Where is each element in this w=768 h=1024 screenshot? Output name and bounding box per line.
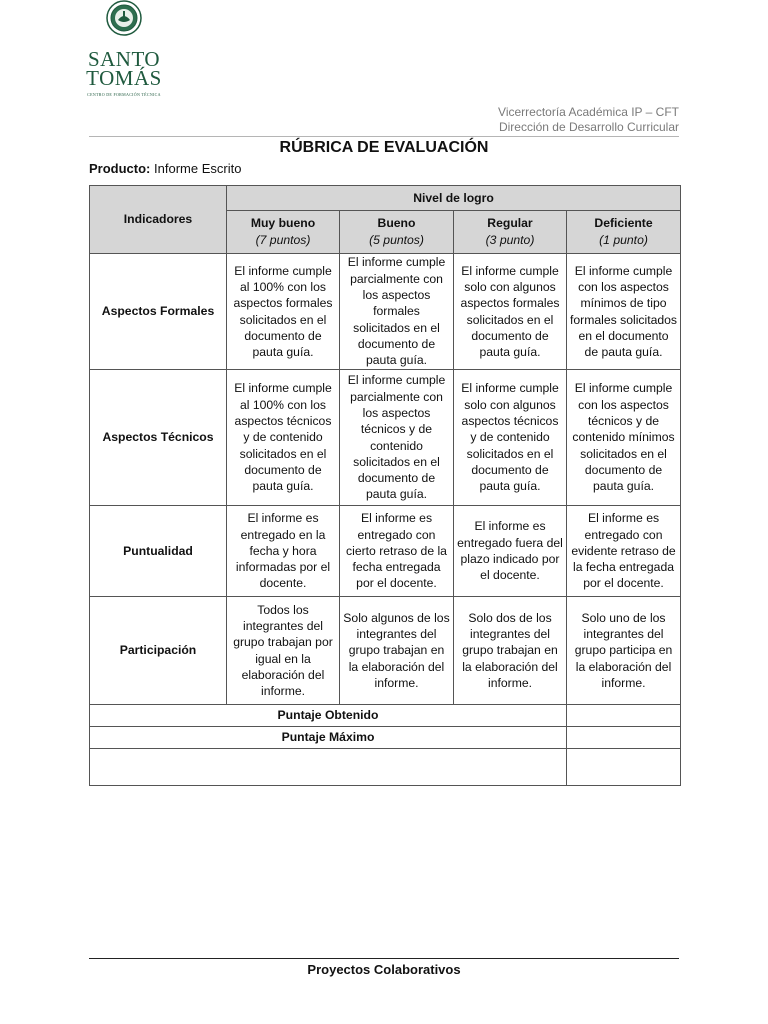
blank-cell (90, 749, 567, 786)
header-divider (89, 136, 679, 137)
row-indicator: Aspectos Formales (90, 254, 227, 370)
column-name: Deficiente (594, 216, 653, 230)
score-obtained-row (90, 705, 681, 727)
table-row (90, 254, 681, 370)
column-header (567, 211, 681, 254)
table-cell: Solo dos de los integrantes del grupo trabajan en la elaboración del informe. (454, 597, 567, 705)
table-cell: El informe es entregado con cierto retraso de la fecha entregada por el docente. (340, 506, 454, 597)
table-cell: El informe cumple parcialmente con los aspectos técnicos y de contenido solicitados en el documento de pauta guía. (340, 370, 454, 506)
rubric-table (89, 185, 681, 786)
table-cell: El informe es entregado en la fecha y hora informadas por el docente. (227, 506, 340, 597)
table-cell: El informe cumple al 100% con los aspectos formales solicitados en el documento de pauta guía. (227, 254, 340, 370)
product-value: Informe Escrito (154, 161, 242, 176)
header-line1: Vicerrectoría Académica IP – CFT (498, 105, 679, 119)
table-cell: Solo uno de los integrantes del grupo participa en la elaboración del informe. (567, 597, 681, 705)
score-max-label: Puntaje Máximo (90, 727, 567, 749)
row-indicator: Aspectos Técnicos (90, 370, 227, 506)
column-points: (5 puntos) (369, 233, 424, 247)
table-cell: El informe es entregado fuera del plazo indicado por el docente. (454, 506, 567, 597)
row-indicator: Puntualidad (90, 506, 227, 597)
footer-divider (89, 958, 679, 959)
santo-tomas-seal-icon (106, 0, 142, 36)
table-cell: El informe cumple parcialmente con los aspectos formales solicitados en el documento de pauta guía. (340, 254, 454, 370)
table-cell: Solo algunos de los integrantes del grupo trabajan en la elaboración del informe. (340, 597, 454, 705)
product-label: Producto: (89, 161, 151, 176)
logo (86, 0, 162, 97)
brand-line1: SANTO (87, 47, 161, 71)
column-header (227, 211, 340, 254)
row-indicator: Participación (90, 597, 227, 705)
table-cell: El informe cumple solo con algunos aspectos formales solicitados en el documento de pauta guía. (454, 254, 567, 370)
table-row (90, 506, 681, 597)
table-cell: El informe cumple solo con algunos aspectos técnicos y de contenido solicitados en el documento de pauta guía. (454, 370, 567, 506)
column-header (454, 211, 567, 254)
blank-cell (567, 749, 681, 786)
institution-header (498, 105, 679, 135)
column-header (340, 211, 454, 254)
table-row (90, 597, 681, 705)
brand-line2: TOMÁS (86, 66, 162, 90)
column-points: (7 puntos) (255, 233, 311, 247)
score-obtained-value[interactable] (567, 705, 681, 727)
column-points: (3 punto) (485, 233, 535, 247)
score-max-value[interactable] (567, 727, 681, 749)
table-cell: El informe es entregado con evidente retraso de la fecha entregada por el docente. (567, 506, 681, 597)
blank-row (90, 749, 681, 786)
page-footer: Proyectos Colaborativos (307, 962, 461, 977)
column-name: Bueno (377, 216, 416, 230)
table-cell: Todos los integrantes del grupo trabajan por igual en la elaboración del informe. (227, 597, 340, 705)
table-cell: El informe cumple con los aspectos técnicos y de contenido mínimos solicitados en el documento de pauta guía. (567, 370, 681, 506)
indicators-header: Indicadores (90, 186, 227, 254)
header-line2: Dirección de Desarrollo Curricular (498, 120, 679, 134)
table-cell: El informe cumple con los aspectos mínimos de tipo formales solicitados en el documento de pauta guía. (567, 254, 681, 370)
table-cell: El informe cumple al 100% con los aspectos técnicos y de contenido solicitados en el documento de pauta guía. (227, 370, 340, 506)
column-name: Muy bueno (250, 216, 316, 230)
column-name: Regular (487, 216, 533, 230)
column-points: (1 punto) (599, 233, 648, 247)
score-max-row (90, 727, 681, 749)
page-title: RÚBRICA DE EVALUACIÓN (279, 139, 489, 156)
score-obtained-label: Puntaje Obtenido (90, 705, 567, 727)
product-line (89, 161, 241, 176)
brand-subtitle: CENTRO DE FORMACIÓN TÉCNICA (87, 92, 161, 97)
level-header: Nivel de logro (227, 186, 681, 211)
table-row (90, 370, 681, 506)
